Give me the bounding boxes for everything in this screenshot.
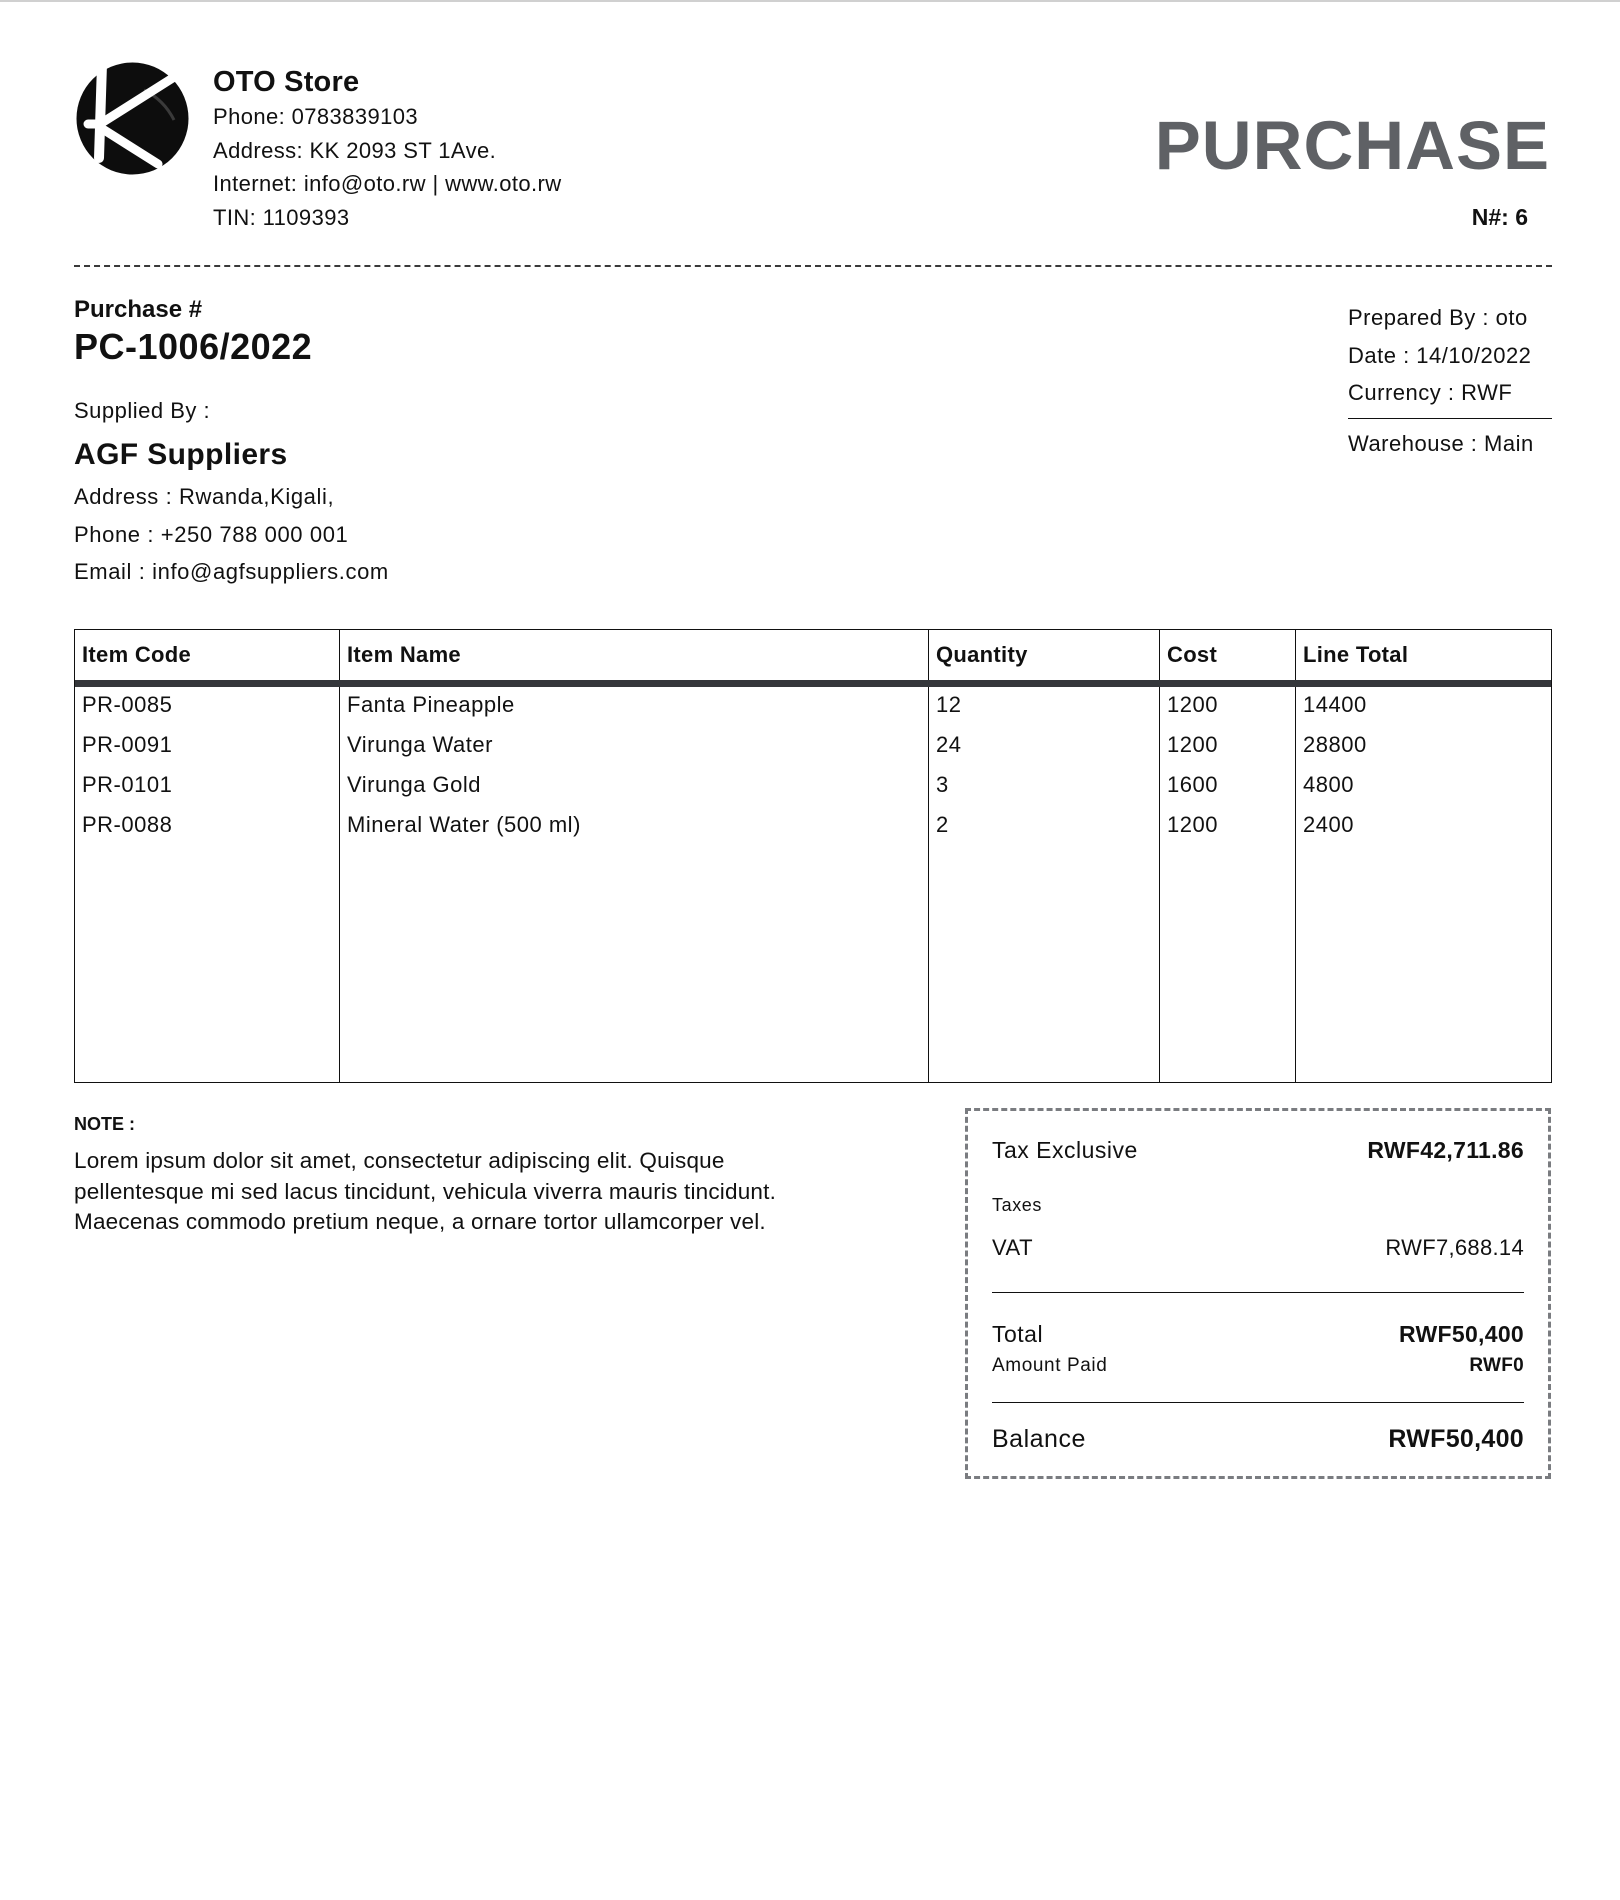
amount-paid-value: RWF0	[1469, 1355, 1524, 1376]
supplier-phone: Phone : +250 788 000 001	[74, 522, 349, 547]
tax-exclusive-value: RWF42,711.86	[1367, 1137, 1524, 1163]
taxes-row	[992, 1195, 1524, 1216]
table-row-3-name: Mineral Water (500 ml)	[347, 812, 581, 837]
items-table	[74, 629, 1552, 1083]
amount-paid-row	[992, 1355, 1524, 1377]
page-top-border	[0, 0, 1620, 2]
date: Date : 14/10/2022	[1348, 342, 1532, 368]
supplier-name: AGF Suppliers	[74, 438, 288, 471]
table-row-3-qty: 2	[936, 812, 949, 837]
total-row	[992, 1321, 1524, 1348]
supplier-address: Address : Rwanda,Kigali,	[74, 484, 335, 509]
table-row-2-qty: 3	[936, 772, 949, 797]
company-tin: TIN: 1109393	[213, 204, 350, 230]
column-divider	[1295, 630, 1296, 1082]
balance-row	[992, 1425, 1524, 1454]
table-row-0-name: Fanta Pineapple	[347, 692, 515, 717]
purchase-number-label: Purchase #	[74, 296, 203, 323]
purchase-meta	[1348, 299, 1552, 462]
company-address: Address: KK 2093 ST 1Ave.	[213, 137, 497, 163]
total-value: RWF50,400	[1399, 1321, 1524, 1347]
prepared-by: Prepared By : oto	[1348, 305, 1528, 330]
table-row-3-cost: 1200	[1167, 812, 1218, 837]
header-quantity: Quantity	[936, 642, 1028, 667]
header-divider	[74, 265, 1552, 267]
column-divider	[928, 630, 929, 1082]
company-info	[213, 64, 562, 234]
table-row-0-code: PR-0085	[82, 692, 173, 717]
company-phone: Phone: 0783839103	[213, 104, 418, 129]
header-line-total: Line Total	[1303, 642, 1409, 667]
table-row-1-cost: 1200	[1167, 732, 1218, 757]
note-text: Lorem ipsum dolor sit amet, consectetur adipiscing elit. Quisque pellentesque mi sed lacus tincidunt, vehicula viverra mauris tincidunt. Maecenas commodo pretium neque, a ornare tortor ullamcorper vel.	[74, 1148, 777, 1234]
table-row-3-code: PR-0088	[82, 812, 173, 837]
balance-value: RWF50,400	[1388, 1425, 1524, 1453]
supplier-email: Email : info@agfsuppliers.com	[74, 559, 389, 584]
tax-exclusive-label: Tax Exclusive	[992, 1137, 1138, 1163]
totals-summary	[965, 1108, 1551, 1479]
table-row-0-total: 14400	[1303, 692, 1367, 717]
header-item-name: Item Name	[347, 642, 461, 667]
table-row-0-cost: 1200	[1167, 692, 1218, 717]
document-number: N#: 6	[1471, 204, 1528, 230]
company-name: OTO Store	[213, 66, 360, 98]
taxes-label: Taxes	[992, 1195, 1043, 1215]
document-title: PURCHASE	[1154, 107, 1550, 184]
company-internet: Internet: info@oto.rw | www.oto.rw	[213, 171, 562, 196]
total-label: Total	[992, 1321, 1044, 1347]
purchase-number: PC-1006/2022	[74, 326, 313, 367]
table-row-1-code: PR-0091	[82, 732, 173, 757]
column-divider	[1159, 630, 1160, 1082]
balance-label: Balance	[992, 1425, 1086, 1453]
column-divider	[339, 630, 340, 1082]
vat-label: VAT	[992, 1235, 1034, 1260]
supplied-by-label: Supplied By :	[74, 398, 211, 423]
table-row-0-qty: 12	[936, 692, 962, 717]
warehouse: Warehouse : Main	[1348, 430, 1534, 456]
meta-divider	[1348, 418, 1552, 419]
header-item-code: Item Code	[82, 642, 192, 667]
k-logo-icon	[74, 60, 191, 177]
summary-divider	[992, 1402, 1524, 1403]
table-row-1-total: 28800	[1303, 732, 1367, 757]
header-cost: Cost	[1167, 642, 1218, 667]
table-row-2-name: Virunga Gold	[347, 772, 482, 797]
table-row-2-total: 4800	[1303, 772, 1354, 797]
tax-exclusive-row	[992, 1137, 1524, 1164]
table-row-3-total: 2400	[1303, 812, 1354, 837]
summary-divider	[992, 1292, 1524, 1293]
currency: Currency : RWF	[1348, 380, 1513, 405]
vat-value: RWF7,688.14	[1385, 1235, 1524, 1260]
table-row-1-name: Virunga Water	[347, 732, 493, 757]
table-row-2-cost: 1600	[1167, 772, 1218, 797]
amount-paid-label: Amount Paid	[992, 1355, 1108, 1376]
table-header-bar	[75, 680, 1551, 687]
vat-row	[992, 1235, 1524, 1261]
table-row-2-code: PR-0101	[82, 772, 173, 797]
table-row-1-qty: 24	[936, 732, 962, 757]
note-label: NOTE :	[74, 1114, 135, 1134]
